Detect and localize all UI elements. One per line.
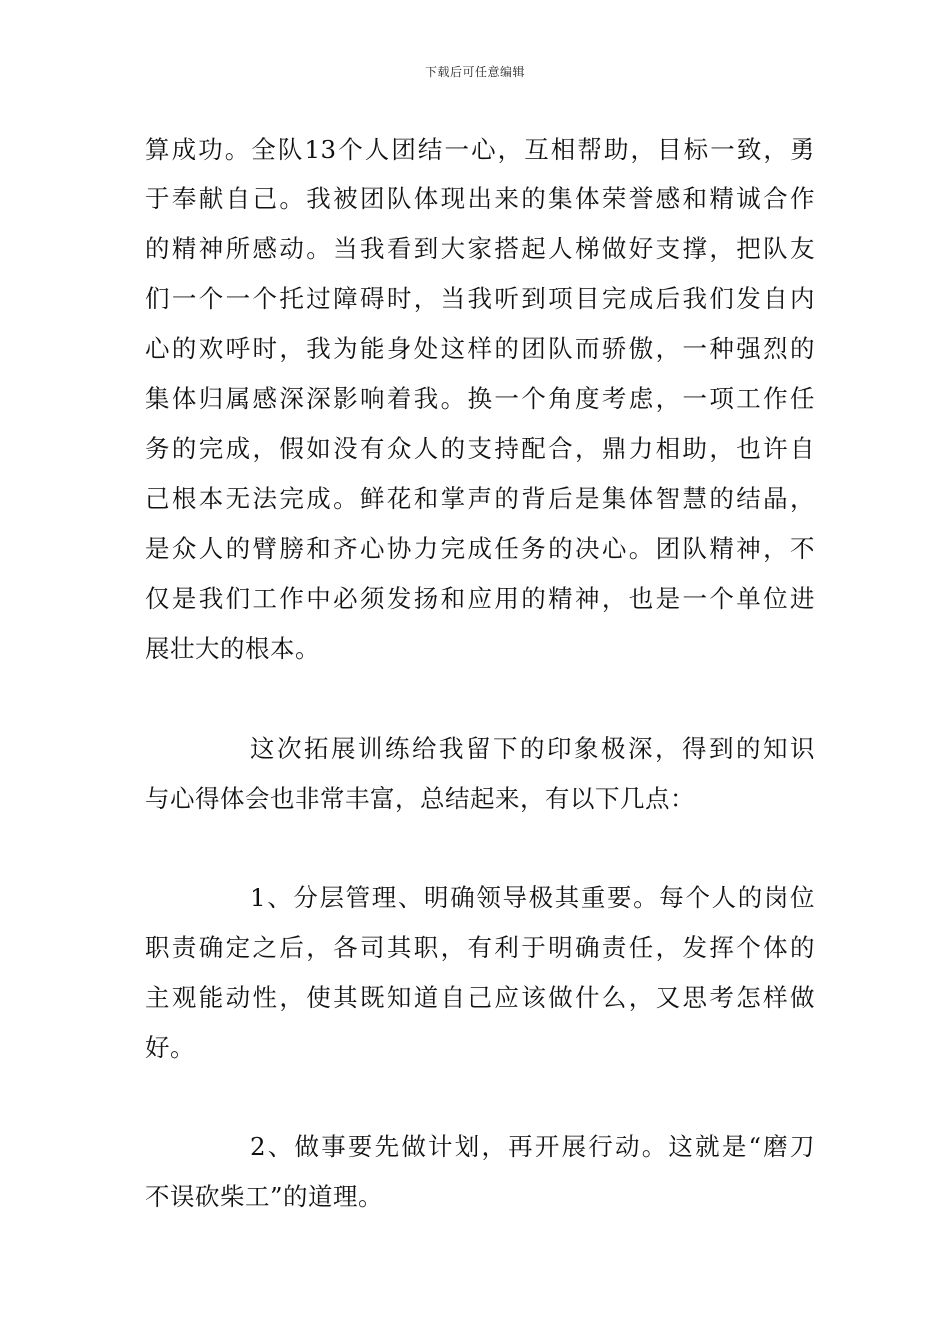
text-line: 集体归属感深深影响着我。换一个角度考虑，一项工作任 — [145, 384, 815, 413]
text-line: 不误砍柴工”的道理。 — [145, 1182, 384, 1211]
text-line: 己根本无法完成。鲜花和掌声的背后是集体智慧的结晶， — [145, 484, 815, 513]
text-line: 好。 — [145, 1033, 195, 1062]
text-line: 务的完成，假如没有众人的支持配合，鼎力相助，也许自 — [145, 434, 815, 463]
text-line: 们一个一个托过障碍时，当我听到项目完成后我们发自内 — [145, 284, 815, 313]
text-line: 心的欢呼时，我为能身处这样的团队而骄傲，一种强烈的 — [145, 334, 815, 363]
text-line: 算成功。全队13个人团结一心，互相帮助，目标一致，勇 — [145, 135, 815, 164]
page-header: 下载后可任意编辑 — [424, 65, 525, 79]
text-line: 职责确定之后，各司其职，有利于明确责任，发挥个体的 — [145, 933, 815, 962]
text-line: 仅是我们工作中必须发扬和应用的精神，也是一个单位进 — [145, 584, 815, 613]
text-line: 是众人的臂膀和齐心协力完成任务的决心。团队精神，不 — [145, 534, 815, 563]
text-line: 于奉献自己。我被团队体现出来的集体荣誉感和精诚合作 — [145, 184, 815, 213]
text-line: 这次拓展训练给我留下的印象极深，得到的知识 — [250, 734, 815, 763]
text-line: 1、分层管理、明确领导极其重要。每个人的岗位 — [250, 883, 815, 912]
text-line: 主观能动性，使其既知道自己应该做什么，又思考怎样做 — [145, 983, 815, 1012]
text-line: 的精神所感动。当我看到大家搭起人梯做好支撑，把队友 — [145, 234, 815, 263]
text-line: 展壮大的根本。 — [145, 634, 320, 663]
text-line: 与心得体会也非常丰富，总结起来，有以下几点： — [145, 784, 695, 813]
text-line: 2、做事要先做计划，再开展行动。这就是“磨刀 — [250, 1132, 815, 1161]
